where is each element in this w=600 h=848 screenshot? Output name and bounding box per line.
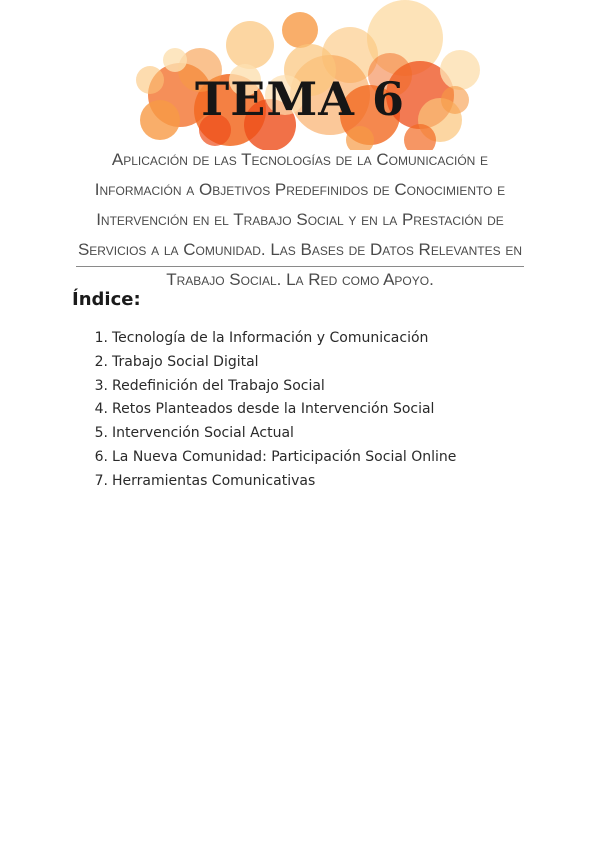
index-item-label: Herramientas Comunicativas [112,472,316,489]
index-item [88,375,548,399]
index-item-label: Intervención Social Actual [112,425,294,442]
index-item-number: 3. [94,377,108,394]
index-item-label: Redefinición del Trabajo Social [112,377,325,394]
index-item [88,422,548,446]
index-item-number: 6. [94,448,108,465]
index-item [88,398,548,422]
index-item [88,446,548,470]
index-item-label: La Nueva Comunidad: Participación Social Online [112,448,457,465]
index-item-label: Retos Planteados desde la Intervención Social [112,401,435,418]
index-item-number: 1. [94,330,108,346]
index-item-label: Trabajo Social Digital [112,353,259,370]
index-item-number: 2. [94,353,108,370]
index-item-label: Tecnología de la Información y Comunicación [112,330,429,346]
index-item-number: 4. [94,401,108,418]
index-item-number: 5. [94,425,108,442]
divider [76,266,524,267]
bubble [226,21,274,69]
index-item [88,351,548,375]
index-list [88,327,548,494]
header-banner [0,0,600,150]
index-heading: Índice: [72,289,141,310]
bubble [282,12,318,48]
index-item [88,470,548,494]
page-subtitle: Aplicación de las Tecnologías de la Comunicación e Información a Objetivos Predefinidos de Conocimiento e Intervención en el Trabajo Social y en la Prestación de Servicios a la Comunidad. Las Bases de Datos Relevantes en Trabajo Social. La Red como Apoyo. [77,150,523,289]
index-item [88,327,548,351]
page-title: TEMA 6 [195,72,405,126]
bubble [163,48,187,72]
index-item-number: 7. [94,472,108,489]
